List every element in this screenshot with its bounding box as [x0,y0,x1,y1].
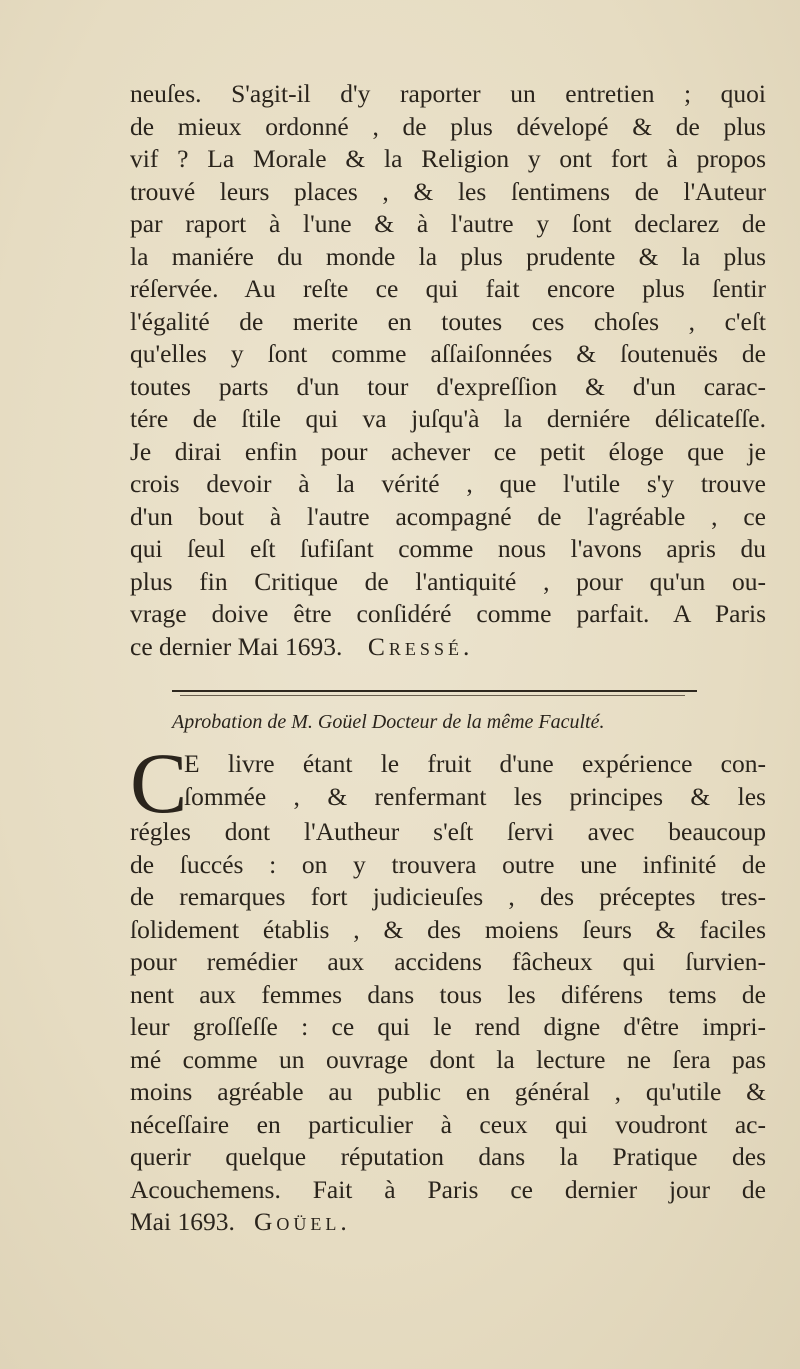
date-line: Mai 1693. [130,1207,235,1236]
text-line: par raport à l'une & à l'autre y ſont declarez de [130,209,766,238]
text-line: mé comme un ouvrage dont la lecture ne ſera pas [130,1044,766,1074]
date-line: ce dernier Mai 1693. [130,631,343,661]
text-line: qu'elles y ſont comme aſſaiſonnées & ſoutenuës de [130,339,766,368]
approval-text-cresse [130,78,766,663]
text-line: leur groſſeſſe : ce qui le rend digne d'être impri- [130,1012,766,1041]
text-line: l'égalité de merite en toutes ces choſes , c'eſt [130,306,766,336]
text-line: moins agréable au public en général , qu'utile & [130,1077,766,1106]
approbation-heading: Aprobation de M. Goüel Docteur de la même Faculté. [172,711,605,733]
text-line: qui ſeul eſt ſufiſant comme nous l'avons apris du [130,534,766,563]
text-line: pour remédier aux accidens fâcheux qui ſurvien- [130,947,766,976]
text-line: d'un bout à l'autre acompagné de l'agréable , ce [130,501,766,531]
text-line: toutes parts d'un tour d'expreſſion & d'un carac- [130,371,766,401]
text-line: de remarques fort judicieuſes , des préceptes tres- [130,882,766,911]
text-line: crois devoir à la vérité , que l'utile s'y trouve [130,469,766,498]
text-line: de mieux ordonné , de plus dévelopé & de plus [130,111,766,141]
text-line: Je dirai enfin pour achever ce petit éloge que je [130,436,766,466]
text-line: trouvé leurs places , & les ſentimens de l'Auteur [130,176,766,206]
closing-line [130,1206,766,1239]
text-line: Acouchemens. Fait à Paris ce dernier jour de [130,1174,766,1204]
signature-cresse: Cressé. [367,631,474,661]
text-line: vif ? La Morale & la Religion y ont fort à propos [130,144,766,173]
text-line: régles dont l'Autheur s'eſt ſervi avec beaucoup [130,817,766,846]
text-line: E livre étant le fruit d'une expérience con- [184,749,766,778]
closing-line [130,631,766,664]
text-line: tére de ſtile qui va juſqu'à la derniére délicateſſe. [130,404,766,433]
section-divider-thin [180,695,685,696]
text-line: ſolidement établis , & des moiens ſeurs & faciles [130,914,766,944]
signature-gouel: Goüel. [253,1207,351,1236]
text-line: neuſes. S'agit-il d'y raporter un entretien ; quoi [130,79,766,108]
section-divider [172,690,697,692]
text-line: vrage doive être conſidéré comme parfait. A Paris [130,599,766,628]
dropcap-paragraph [130,735,766,831]
approval-text-gouel [130,735,766,1239]
drop-cap: C [130,735,188,831]
text-line: querir quelque réputation dans la Pratique des [130,1142,766,1171]
text-line: de ſuccés : on y trouvera outre une infinité de [130,849,766,879]
text-line: la maniére du monde la plus prudente & la plus [130,241,766,271]
text-line: néceſſaire en particulier à ceux qui voudront ac- [130,1109,766,1139]
text-line: nent aux femmes dans tous les diférens tems de [130,979,766,1009]
text-line: plus fin Critique de l'antiquité , pour qu'un ou- [130,566,766,596]
text-line: ſommée , & renfermant les principes & les [184,781,766,811]
text-line: réſervée. Au reſte ce qui fait encore plus ſentir [130,274,766,303]
